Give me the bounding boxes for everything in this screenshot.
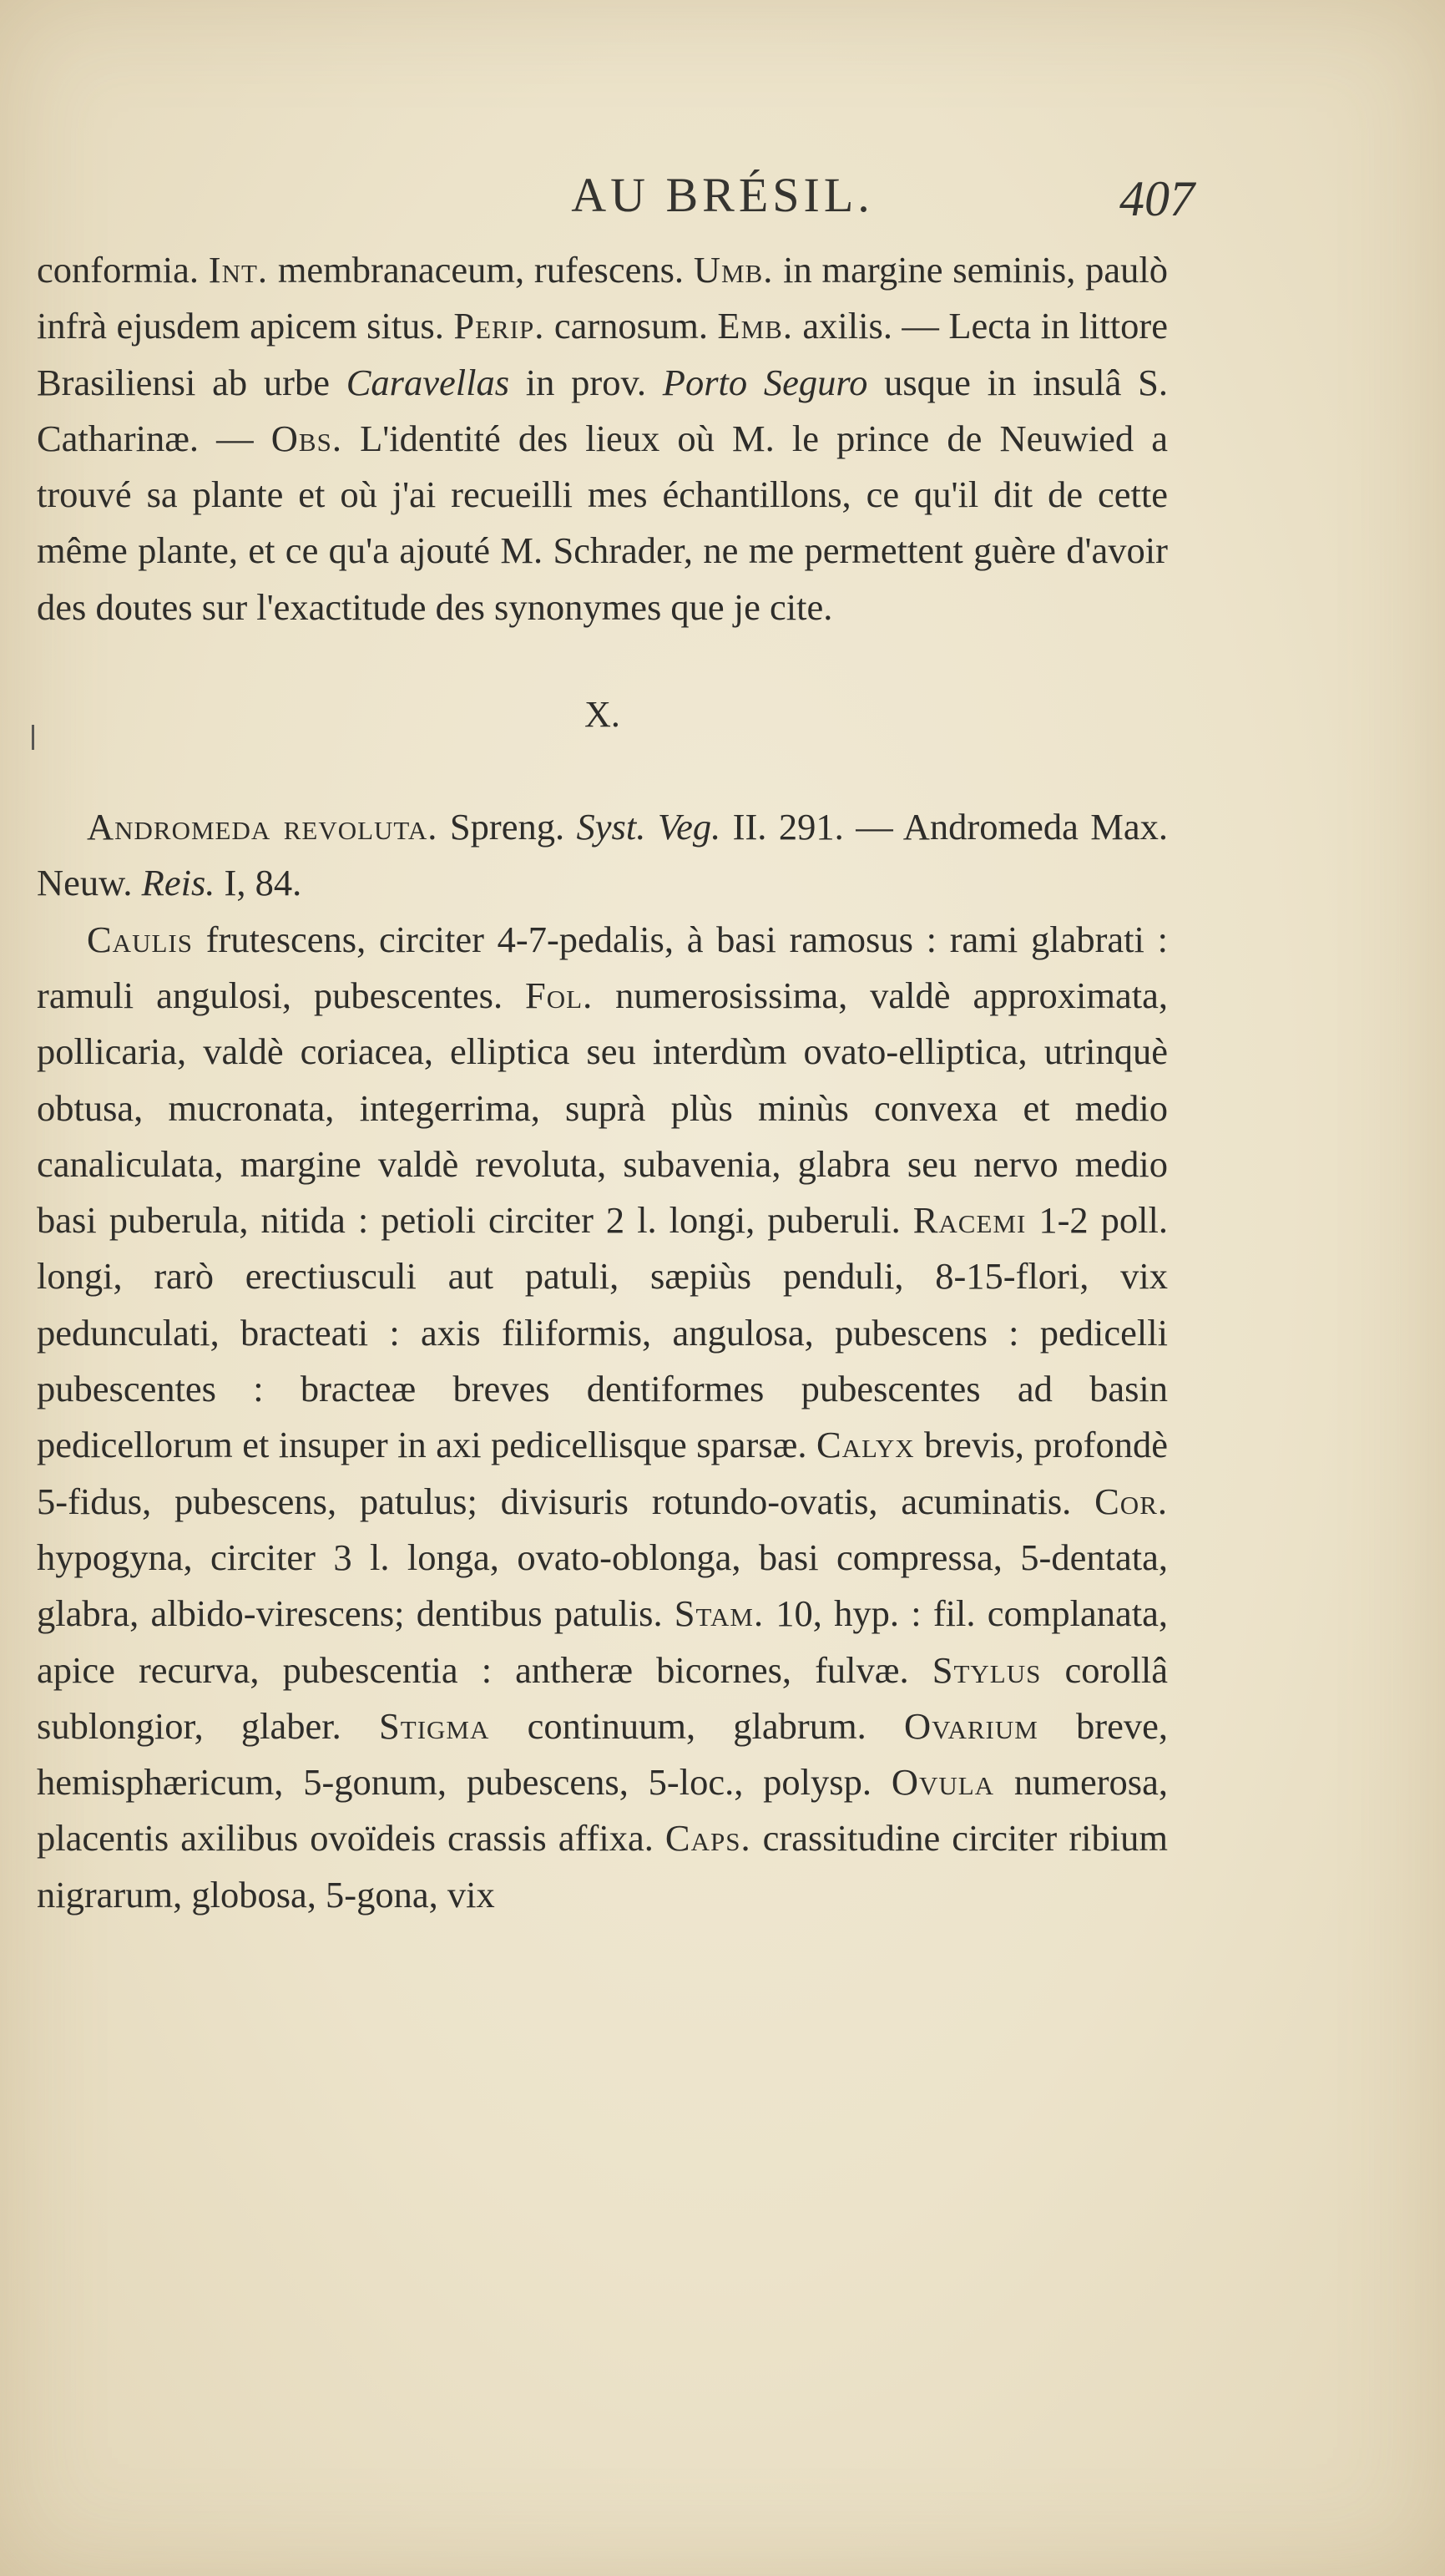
place-name: Caravellas	[346, 361, 510, 403]
stylus-label: Stylus	[932, 1648, 1042, 1691]
work-title: Syst. Veg.	[576, 806, 721, 848]
stam-label: Stam.	[674, 1592, 765, 1635]
text-run: brevis, profondè 5-fidus, pubescens, patulus; divisuris rotundo-ovatis, acuminatis.	[37, 1424, 1169, 1522]
racemi-label: Racemi	[912, 1199, 1027, 1242]
int-label: Int.	[208, 249, 269, 291]
ovula-label: Ovula	[891, 1761, 995, 1804]
page-header	[0, 167, 1445, 234]
text-run: in prov.	[509, 361, 663, 403]
text-run: usque in insulâ S. Catharinæ. —	[37, 361, 1169, 459]
text-run: carnosum.	[544, 305, 718, 347]
section-heading: X.	[584, 694, 620, 736]
cor-label: Cor.	[1094, 1480, 1168, 1522]
text-run: I, 84.	[215, 862, 302, 904]
stigma-label: Stigma	[379, 1704, 490, 1747]
calyx-label: Calyx	[816, 1424, 915, 1466]
text-run: in margine seminis, paulò infrà ejusdem apicem situs.	[37, 249, 1168, 347]
species-reference	[37, 799, 1168, 912]
text-run: hypogyna, circiter 3 l. longa, ovato-oblonga, basi compressa, 5-dentata, glabra, albido-virescens; dentibus patulis.	[37, 1536, 1168, 1635]
work-title: Reis.	[141, 862, 215, 904]
perip-label: Perip.	[453, 305, 545, 347]
caulis-label: Caulis	[87, 918, 193, 960]
text-run: continuum, glabrum.	[489, 1704, 904, 1747]
text-run: axilis. — Lecta in littore Brasiliensi ab urbe	[37, 305, 1168, 403]
paragraph-continuation	[37, 242, 1168, 635]
page-number: 407	[1119, 171, 1195, 226]
text-run: L'identité des lieux où M. le prince de Neuwied a trouvé sa plante et où j'ai recueilli mes échantillons, ce qu'il dit de cette même plante, et ce qu'a ajouté M. Schrader, ne me permettent guère d'avoir des doutes sur l'exactitude des synonymes que je cite.	[37, 417, 1168, 628]
running-title: AU BRÉSIL.	[571, 168, 874, 222]
place-name: Porto Seguro	[662, 361, 868, 403]
caps-label: Caps.	[664, 1817, 751, 1860]
text-run: membranaceum, rufescens.	[268, 249, 694, 291]
obs-label: Obs.	[270, 417, 342, 459]
species-description	[37, 912, 1168, 1923]
fol-label: Fol.	[525, 974, 594, 1016]
text-run: numerosissima, valdè approximata, pollicaria, valdè coriacea, elliptica seu interdùm ovato-elliptica, utrinquè obtusa, mucronata, integerrima, suprà plùs minùs convexa et medio canaliculata, margine valdè revoluta, subavenia, glabra seu nervo medio basi puberula, nitida : petioli circiter 2 l. longi, puberuli.	[37, 974, 1168, 1242]
text-run: corollâ sublongior, glaber.	[37, 1648, 1168, 1747]
ovarium-label: Ovarium	[903, 1704, 1038, 1747]
text-run: breve, hemisphæricum, 5-gonum, pubescens, 5-loc., polysp.	[37, 1704, 1169, 1804]
text-run: crassitudine circiter ribium nigrarum, globosa, 5-gona, vix	[37, 1817, 1168, 1916]
body-text	[37, 242, 1168, 1923]
text-run: 10, hyp. : fil. complanata, apice recurva, pubescentia : antheræ bicornes, fulvæ.	[37, 1592, 1168, 1691]
text-run: 1-2 poll. longi, rarò erectiusculi aut patuli, sæpiùs penduli, 8-15-flori, vix pedunculati, bracteati : axis filiformis, angulosa, pubescens : pedicelli pubescentes : bracteæ breves dentiformes pubescentes ad basin pedicellorum et insuper in axi pedicellisque sparsæ.	[37, 1199, 1168, 1466]
text-run: II. 291. — Andromeda Max. Neuw.	[37, 806, 1168, 904]
text-run: Spreng.	[437, 806, 577, 848]
emb-label: Emb.	[717, 305, 793, 347]
margin-mark	[32, 725, 34, 750]
umb-label: Umb.	[693, 249, 774, 291]
text-run: conformia.	[37, 249, 209, 291]
text-run: numerosa, placentis axilibus ovoïdeis crassis affixa.	[37, 1761, 1168, 1860]
species-name: Andromeda revoluta.	[87, 806, 438, 848]
text-run: frutescens, circiter 4-7-pedalis, à basi ramosus : rami glabrati : ramuli angulosi, pubescentes.	[37, 918, 1168, 1016]
